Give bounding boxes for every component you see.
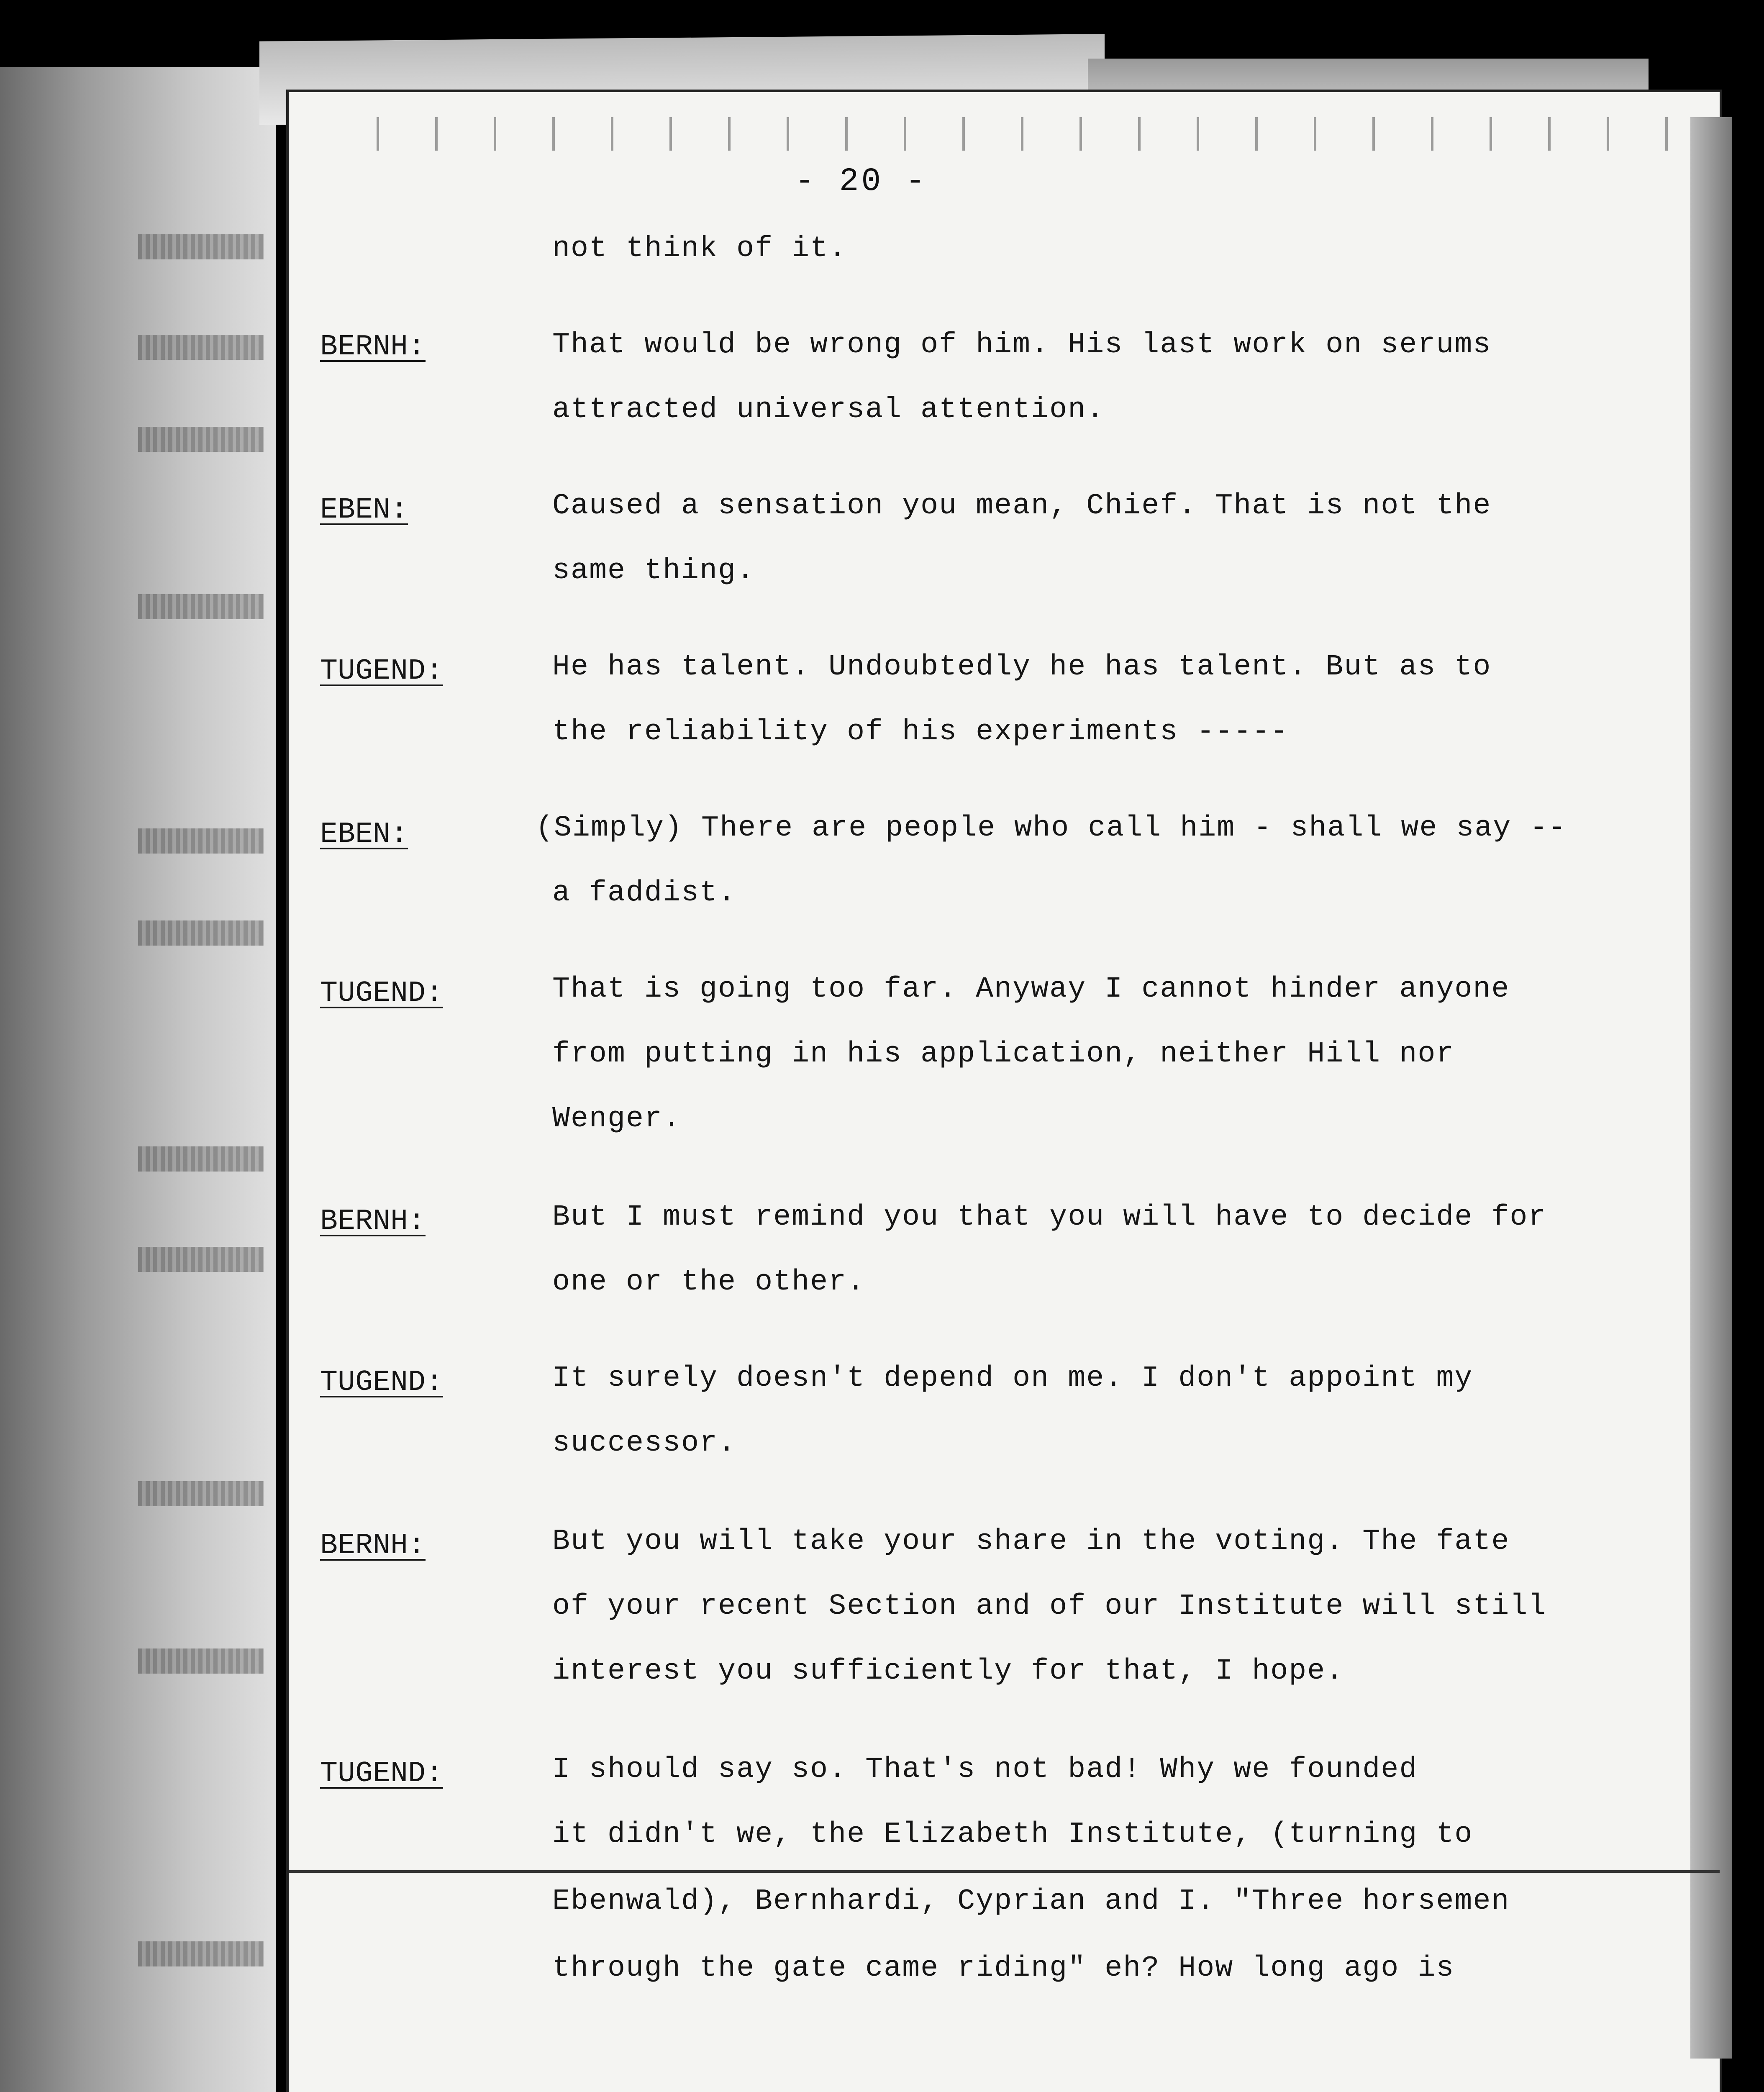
speaker-label: TUGEND: (320, 1757, 444, 1790)
page-number: - 20 - (795, 163, 928, 200)
script-line: the reliability of his experiments ----- (552, 715, 1289, 749)
script-line: from putting in his application, neither Hill nor (552, 1038, 1455, 1071)
back-page-tab (138, 1481, 264, 1506)
speaker-label: BERNH: (320, 1205, 426, 1238)
script-line: one or the other. (552, 1266, 866, 1299)
script-line: Caused a sensation you mean, Chief. That is not the (552, 490, 1492, 523)
back-page-tab (138, 234, 264, 259)
script-line: a faddist. (552, 877, 737, 910)
speaker-label: TUGEND: (320, 1366, 444, 1399)
back-page-tab (138, 1247, 264, 1272)
speaker-label: EBEN: (320, 494, 408, 527)
back-page-tab (138, 828, 264, 854)
speaker-label: EBEN: (320, 818, 408, 851)
script-line: But you will take your share in the voting. The fate (552, 1525, 1510, 1558)
script-line: through the gate came riding" eh? How long ago is (552, 1952, 1455, 1985)
script-line: Ebenwald), Bernhardi, Cyprian and I. "Three horsemen (552, 1885, 1510, 1918)
typed-page (289, 92, 1720, 2092)
back-page-tab (138, 1648, 264, 1674)
script-line: Wenger. (552, 1102, 682, 1136)
back-page-tab (138, 335, 264, 360)
back-page-tab (138, 1146, 264, 1172)
script-line: It surely doesn't depend on me. I don't appoint my (552, 1362, 1473, 1395)
back-page-tab (138, 427, 264, 452)
script-line: interest you sufficiently for that, I hope. (552, 1655, 1344, 1688)
script-line: I should say so. That's not bad! Why we founded (552, 1753, 1418, 1786)
script-line: That is going too far. Anyway I cannot hinder anyone (552, 973, 1510, 1006)
script-line: But I must remind you that you will have to decide for (552, 1201, 1547, 1234)
speaker-label: TUGEND: (320, 655, 444, 688)
typewriter-marks (351, 117, 1690, 151)
page-right-edge (1690, 117, 1732, 2059)
back-page-edge (0, 67, 276, 2092)
speaker-label: BERNH: (320, 331, 426, 364)
speaker-label: TUGEND: (320, 977, 444, 1010)
page-fold-line (289, 1870, 1720, 1873)
back-page-tab (138, 1941, 264, 1966)
script-line: same thing. (552, 554, 755, 587)
back-page-tab (138, 920, 264, 946)
back-page-tab (138, 594, 264, 619)
script-line: it didn't we, the Elizabeth Institute, (turning to (552, 1818, 1473, 1851)
script-line: He has talent. Undoubtedly he has talent. But as to (552, 651, 1492, 684)
script-line: not think of it. (552, 232, 847, 265)
script-line: successor. (552, 1427, 737, 1460)
script-line: attracted universal attention. (552, 393, 1105, 426)
script-line: That would be wrong of him. His last work on serums (552, 328, 1492, 361)
script-line: (Simply) There are people who call him - shall we say -- (536, 812, 1567, 845)
script-line: of your recent Section and of our Institute will still (552, 1590, 1547, 1623)
speaker-label: BERNH: (320, 1529, 426, 1562)
